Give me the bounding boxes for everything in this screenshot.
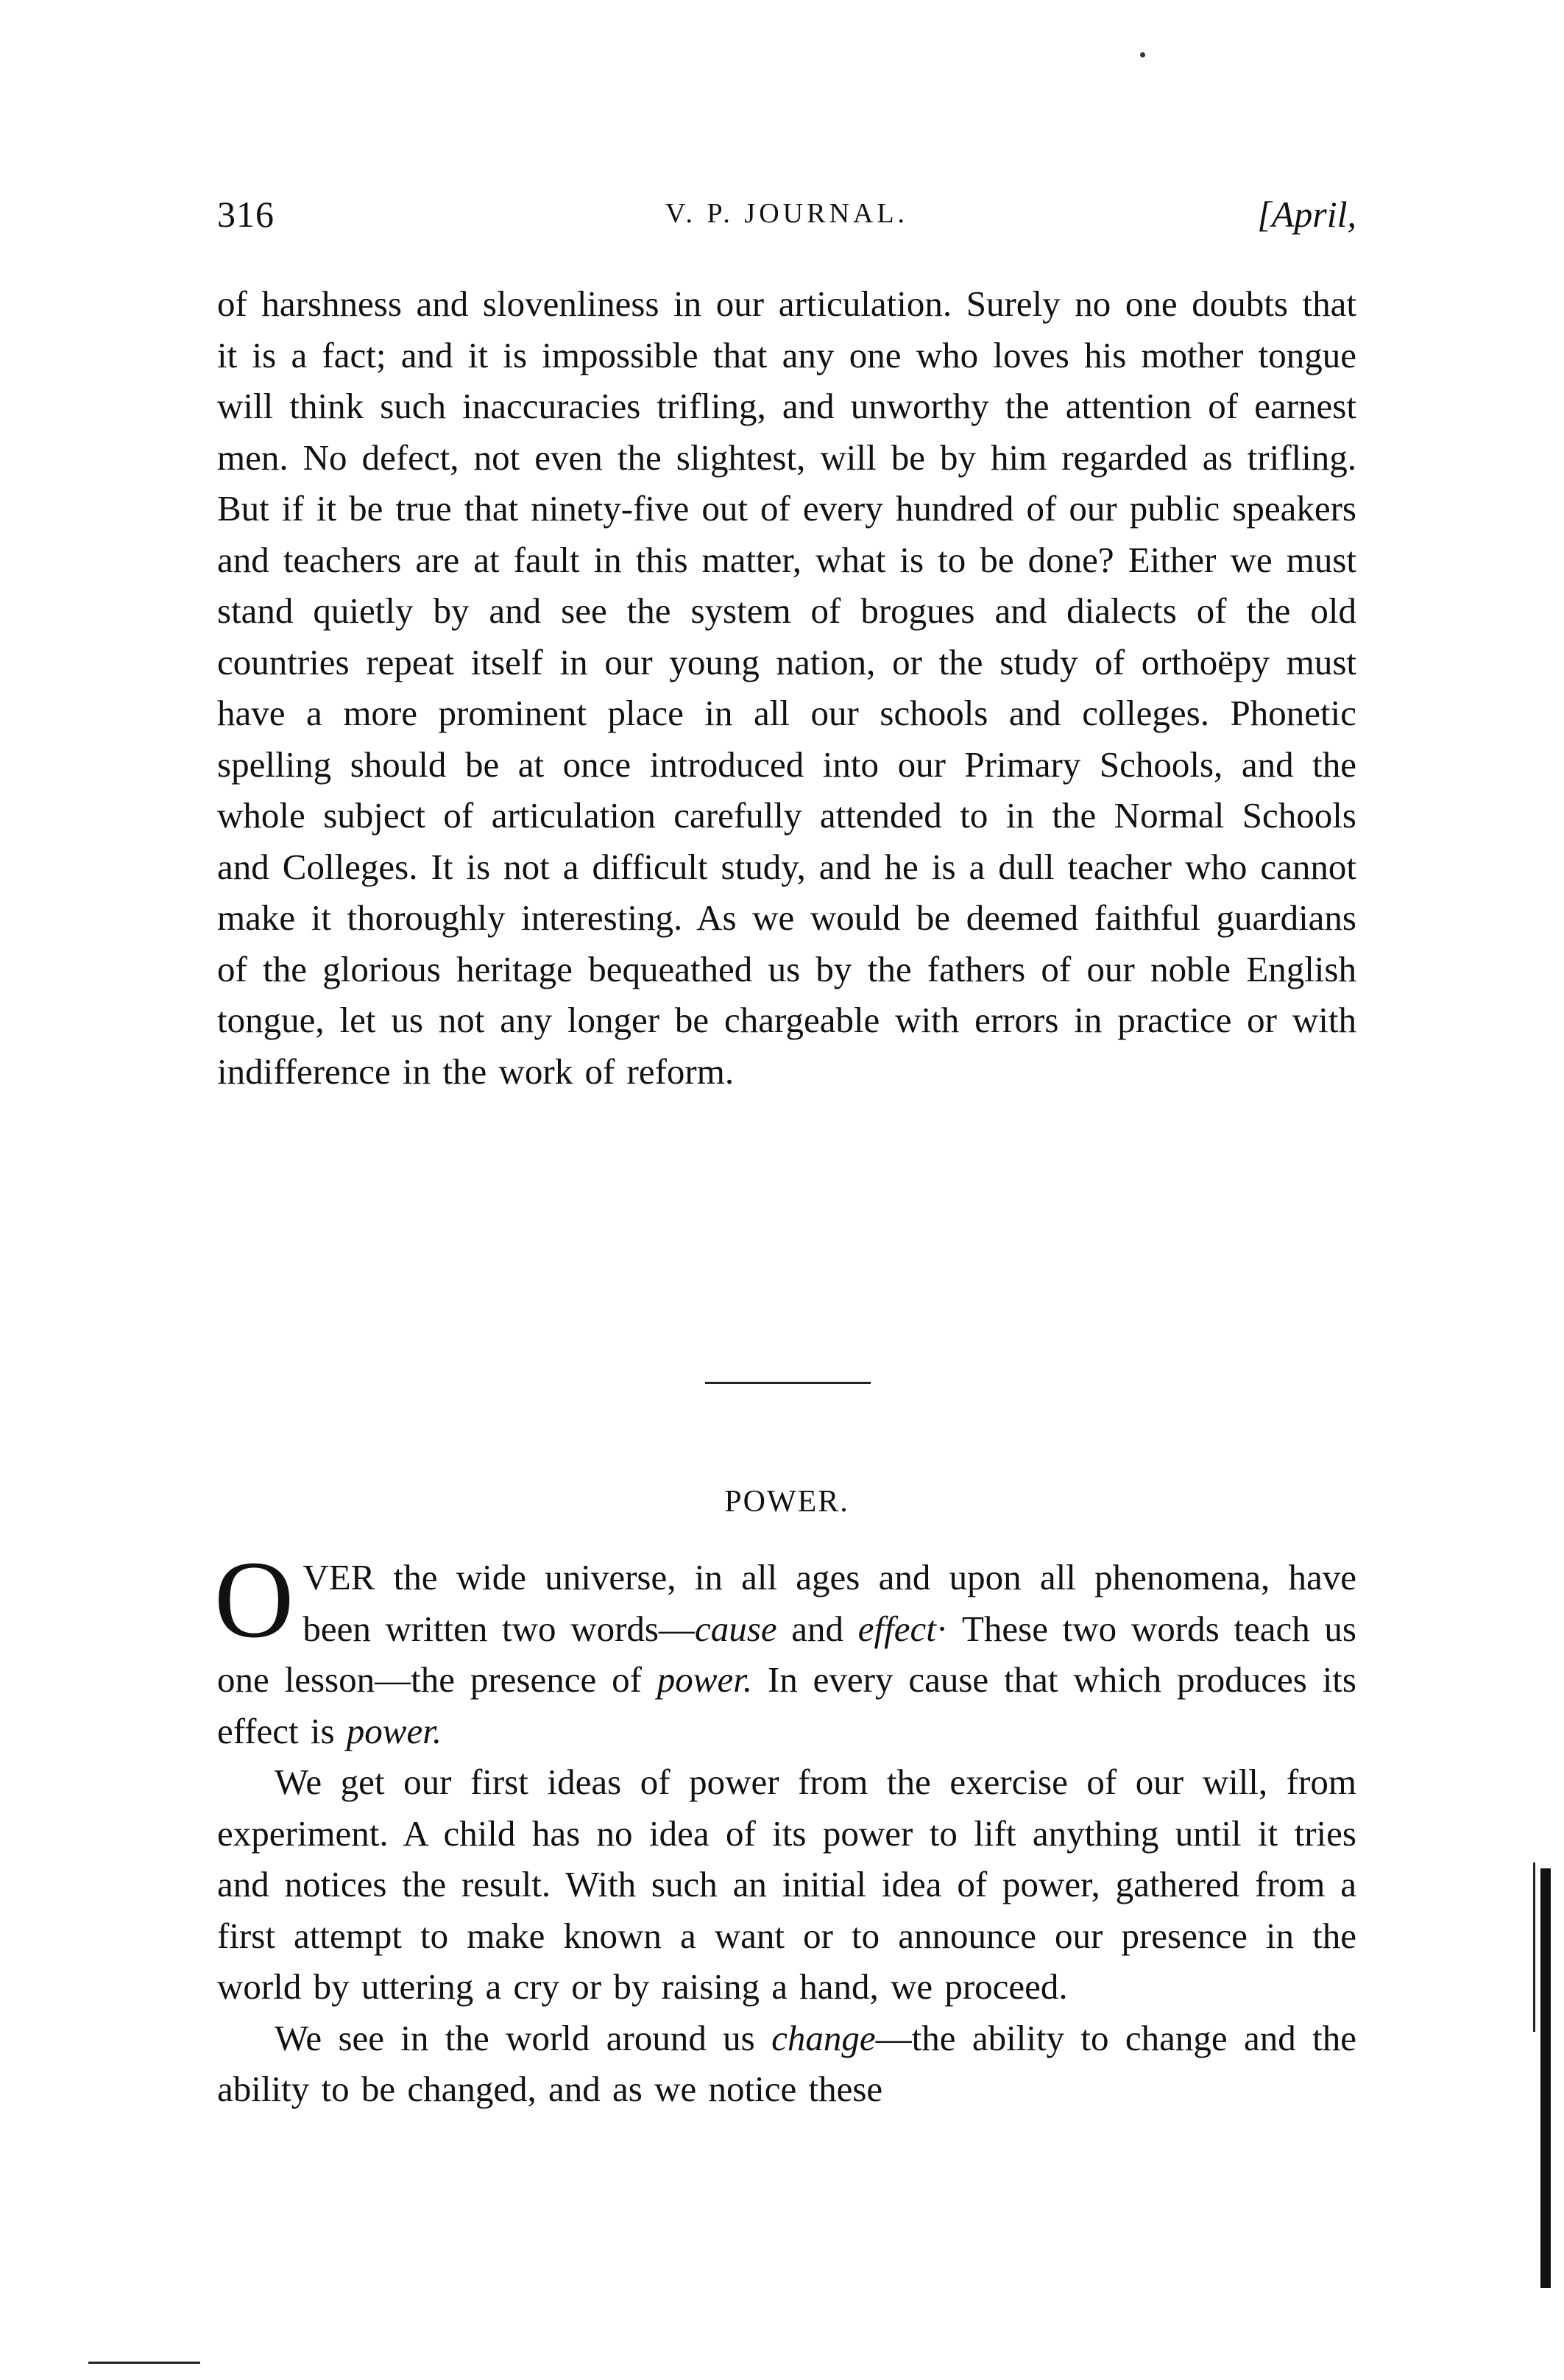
header-date: [April,	[1257, 194, 1356, 235]
footer-rule	[88, 2362, 200, 2364]
italic-effect: effect	[857, 1608, 936, 1649]
text-run: and	[776, 1608, 858, 1649]
paragraph-articulation	[217, 278, 1356, 1097]
text-run: · These two words teach us one lesson—the presence of	[217, 1608, 1356, 1700]
section-divider-rule	[705, 1382, 871, 1384]
page-header	[217, 193, 1356, 237]
print-speck	[1140, 52, 1145, 57]
page-number: 316	[217, 194, 275, 235]
italic-power: power.	[657, 1659, 753, 1700]
power-opening-paragraph	[217, 1552, 1356, 1756]
scan-edge-bar	[1540, 1868, 1551, 2288]
text-run: In every cause that which produces its effect is	[217, 1659, 1356, 1751]
italic-power: power.	[346, 1710, 442, 1751]
text-run: We see in the world around us	[275, 2017, 772, 2058]
italic-change: change	[771, 2017, 876, 2058]
paragraph-text: of harshness and slovenliness in our articulation. Surely no one doubts that it is a fact; and it is impossible that any one who loves his mother tongue will think such inaccuracies trifling, and unworthy the attention of earnest men. No defect, not even the slightest, will be by him regarded as trifling. But if it be true that ninety-five out of every hundred of our public speakers and teachers are at fault in this matter, what is to be done? Either we must stand quietly by and see the system of brogues and dialects of the old countries repeat itself in our young nation, or the study of orthoëpy must have a more prominent place in all our schools and colleges. Phonetic spelling should be at once introduced into our Primary Schools, and the whole subject of articulation carefully attended to in the Normal Schools and Colleges. It is not a difficult study, and he is a dull teacher who cannot make it thoroughly interesting. As we would be deemed faithful guardians of the glorious heritage bequeathed us by the fathers of our noble English tongue, let us not any longer be chargeable with errors in practice or with indifference in the work of reform.	[217, 283, 1356, 1092]
paragraph-first-ideas: We get our first ideas of power from the exercise of our will, from experiment. A child has no idea of its power to lift anything until it tries and notices the result. With such an initial idea of power, gathered from a first attempt to make known a want or to announce our presence in the world by uttering a cry or by raising a hand, we proceed.	[217, 1762, 1356, 2007]
scan-edge-line	[1533, 1862, 1535, 2032]
paragraph-change	[217, 2013, 1356, 2115]
text-run: —the ability to change and the ability to be changed, and as we notice these	[217, 2017, 1356, 2109]
running-head: V. P. JOURNAL.	[665, 198, 909, 229]
text-run: VER the wide universe, in all ages and upon all phenomena, have been written two words—	[302, 1557, 1356, 1649]
power-section-body	[214, 1539, 1356, 2115]
section-title: POWER.	[724, 1485, 849, 1519]
italic-cause: cause	[695, 1608, 777, 1649]
drop-cap: O	[214, 1539, 294, 1661]
